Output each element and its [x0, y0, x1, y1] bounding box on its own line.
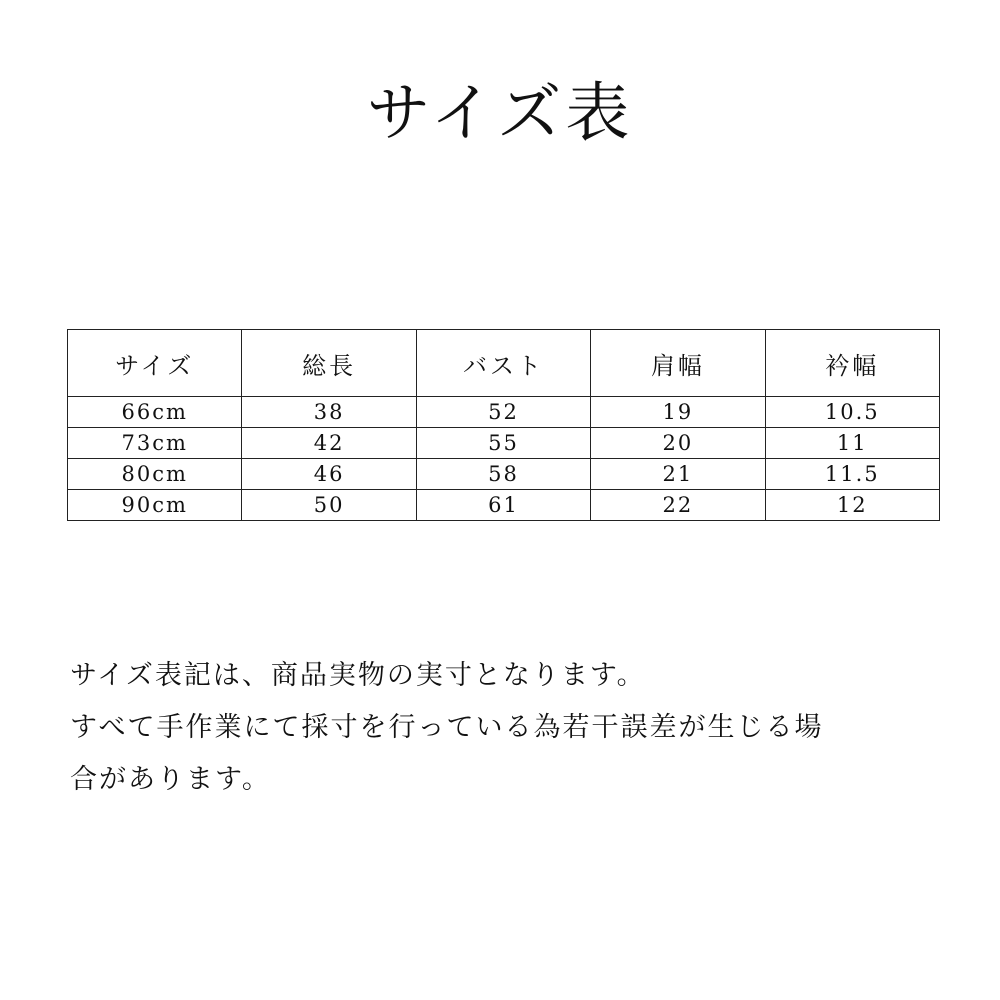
table-row	[68, 490, 940, 521]
header-shoulder-width: 肩幅	[591, 330, 765, 397]
size-table-body	[68, 397, 940, 521]
cell-size: 80cm	[68, 459, 242, 490]
page-title: サイズ表	[366, 77, 634, 151]
table-row	[68, 397, 940, 428]
cell-bust: 55	[416, 428, 590, 459]
cell-shoulder-width: 19	[591, 397, 765, 428]
cell-collar-width: 12	[765, 490, 939, 521]
cell-total-length: 38	[242, 397, 416, 428]
header-row	[68, 330, 940, 397]
cell-total-length: 50	[242, 490, 416, 521]
header-total-length: 総長	[242, 330, 416, 397]
header-size: サイズ	[68, 330, 242, 397]
size-note	[70, 650, 950, 806]
cell-shoulder-width: 22	[591, 490, 765, 521]
note-line: すべて手作業にて採寸を行っている為若干誤差が生じる場	[70, 712, 824, 743]
cell-collar-width: 11	[765, 428, 939, 459]
table-row	[68, 459, 940, 490]
cell-total-length: 46	[242, 459, 416, 490]
table-row	[68, 428, 940, 459]
cell-shoulder-width: 21	[591, 459, 765, 490]
cell-size: 90cm	[68, 490, 242, 521]
cell-shoulder-width: 20	[591, 428, 765, 459]
note-line: 合があります。	[70, 764, 271, 795]
cell-total-length: 42	[242, 428, 416, 459]
size-table-header	[68, 330, 940, 397]
cell-bust: 52	[416, 397, 590, 428]
cell-size: 66cm	[68, 397, 242, 428]
note-line: サイズ表記は、商品実物の実寸となります。	[70, 660, 646, 691]
cell-bust: 61	[416, 490, 590, 521]
header-bust: バスト	[416, 330, 590, 397]
cell-collar-width: 10.5	[765, 397, 939, 428]
cell-size: 73cm	[68, 428, 242, 459]
size-table	[67, 329, 940, 521]
cell-collar-width: 11.5	[765, 459, 939, 490]
header-collar-width: 衿幅	[765, 330, 939, 397]
cell-bust: 58	[416, 459, 590, 490]
